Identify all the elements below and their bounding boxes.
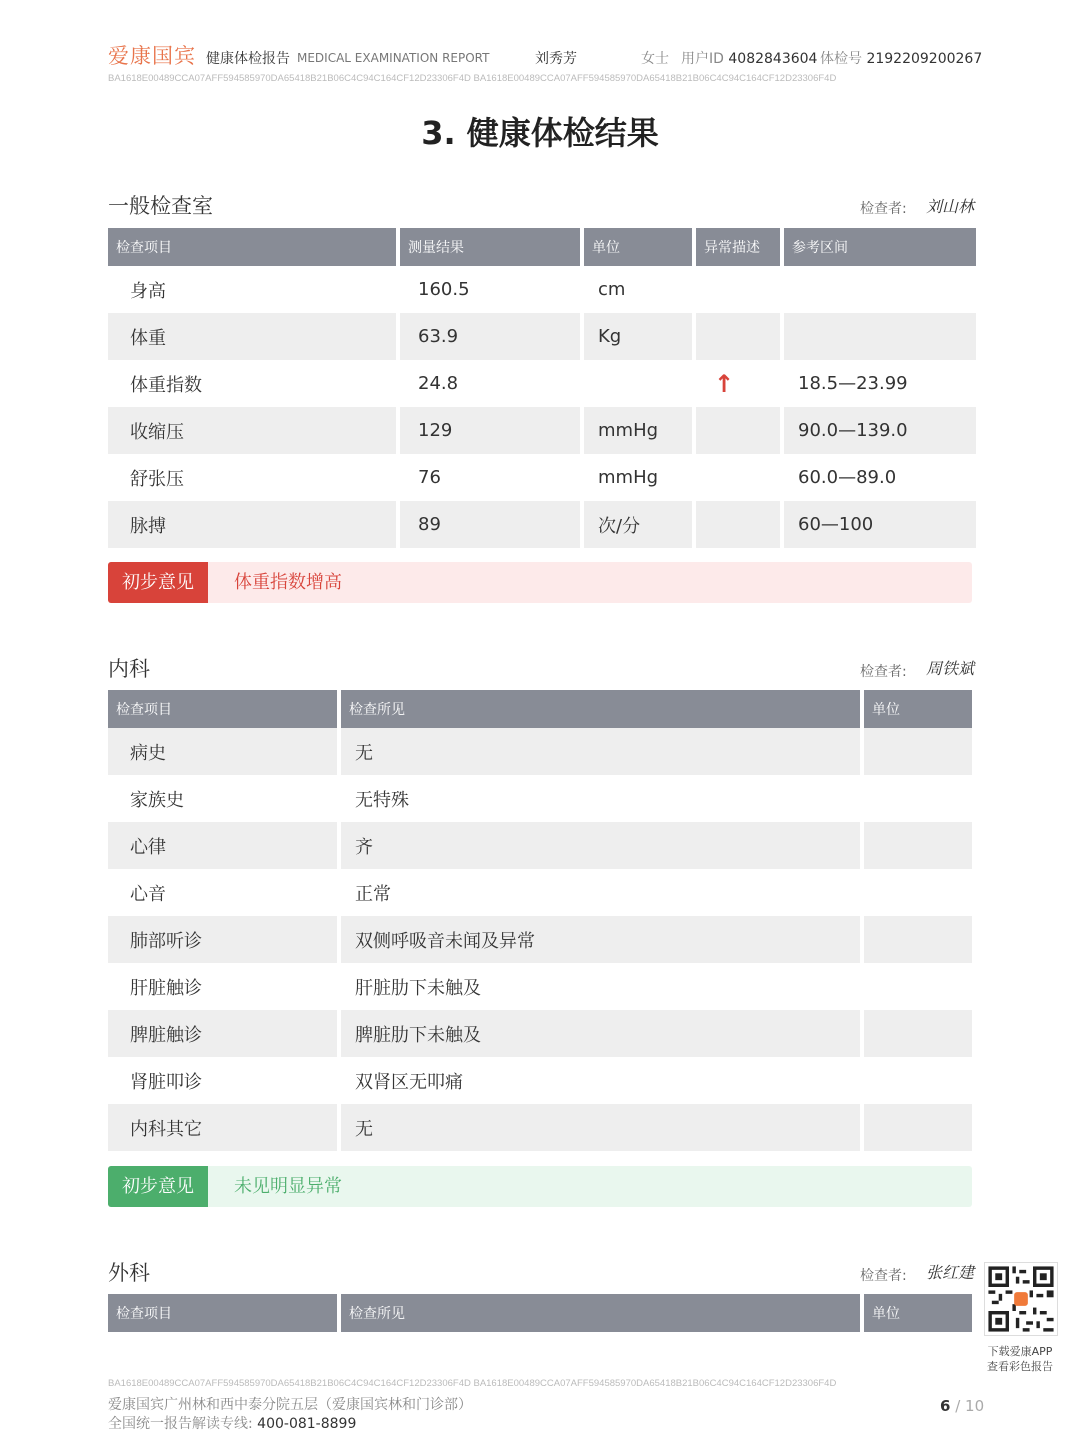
opinion-label: 初步意见 [108,562,208,603]
cell-result: 76 [418,467,441,488]
cell-item: 身高 [130,280,166,302]
table-row [108,407,976,454]
general-opinion-box [108,562,972,603]
surgery-exam-table [104,1294,976,1332]
cell-unit: cm [598,279,626,300]
cell-item: 脾脏触诊 [108,1010,337,1057]
hotline-number: 400-081-8899 [257,1416,357,1432]
cell-item: 肝脏触诊 [130,977,202,999]
general-exam-table [104,228,980,548]
patient-gender: 女士 [641,51,669,67]
cell-result: 89 [400,501,580,548]
cell-abnormal [696,501,780,548]
col-header-finding: 检查所见 [341,690,860,728]
col-header-result: 测量结果 [400,228,580,266]
table-row [108,360,976,407]
col-header-item: 检查项目 [108,690,337,728]
internal-exam-table [104,690,976,1151]
page-total: 10 [965,1397,985,1415]
qr-caption [978,1344,1062,1374]
cell-finding: 双肾区无叩痛 [355,1071,463,1093]
cell-item: 体重 [108,313,396,360]
cell-item: 病史 [108,728,337,775]
cell-unit [864,916,972,963]
col-header-finding: 检查所见 [341,1294,860,1332]
page-number [940,1397,984,1415]
footer-address: 爱康国宾广州林和西中泰分院五层（爱康国宾林和门诊部） [108,1397,472,1413]
exam-number [820,48,982,68]
cell-abnormal [696,266,780,313]
examiner-label: 检查者: [860,1268,907,1284]
table-row [108,313,976,360]
col-header-unit: 单位 [864,1294,972,1332]
examiner-signature: 刘山林 [926,197,975,216]
table-row [108,822,972,869]
cell-unit [864,963,972,1010]
table-row [108,1057,972,1104]
cell-result: 160.5 [418,279,470,300]
table-row [108,501,976,548]
cell-item: 内科其它 [108,1104,337,1151]
report-hash-footer: BA1618E00489CCA07AFF594585970DA65418B21B06C4C94C164CF12D23306F4D BA1618E00489CCA07AFF594585970DA65418B21B06C4C94C164CF12D23306F4D [108,1378,837,1389]
cell-item: 心音 [130,883,166,905]
cell-item: 家族史 [130,789,184,811]
cell-unit [864,728,972,775]
cell-ref: 18.5—23.99 [798,373,908,394]
table-row [108,728,972,775]
cell-unit [864,775,972,822]
col-header-item: 检查项目 [108,1294,337,1332]
exam-number-value: 2192209200267 [866,51,983,67]
cell-item: 肺部听诊 [108,916,337,963]
cell-unit: mmHg [598,467,659,488]
up-arrow-icon: ↑ [714,369,735,398]
examiner-signature: 周铁斌 [926,659,975,678]
page-title: 3. 健康体检结果 [421,114,659,152]
cell-unit [864,822,972,869]
cell-abnormal [696,313,780,360]
cell-abnormal [696,454,780,501]
cell-finding: 无 [341,1104,860,1151]
exam-number-label: 体检号 [820,51,862,67]
cell-unit [864,1010,972,1057]
table-row [108,266,976,313]
cell-ref: 60.0—89.0 [798,467,897,488]
cell-unit [864,869,972,916]
examiner-label: 检查者: [860,201,907,217]
report-title-en: MEDICAL EXAMINATION REPORT [297,51,490,65]
opinion-label: 初步意见 [108,1166,208,1207]
cell-finding: 肝脏肋下未触及 [355,977,481,999]
col-header-unit: 单位 [584,228,692,266]
col-header-item: 检查项目 [108,228,396,266]
table-row [108,1010,972,1057]
cell-unit: Kg [584,313,692,360]
hotline-label: 全国统一报告解读专线: [108,1416,253,1432]
qr-caption-line2: 查看彩色报告 [987,1360,1053,1373]
internal-opinion-box [108,1166,972,1207]
cell-ref: 60—100 [784,501,976,548]
user-id [681,48,817,68]
table-row [108,963,972,1010]
opinion-text: 未见明显异常 [234,1176,342,1197]
col-header-abnormal: 异常描述 [696,228,780,266]
cell-ref [784,266,976,313]
cell-item: 收缩压 [108,407,396,454]
col-header-ref: 参考区间 [784,228,976,266]
qr-code-icon [985,1263,1057,1335]
footer-hotline [108,1413,356,1433]
cell-finding: 正常 [355,883,391,905]
cell-abnormal [696,407,780,454]
cell-ref: 90.0—139.0 [784,407,976,454]
table-row [108,454,976,501]
report-title-cn: 健康体检报告 [206,51,290,67]
page-separator: / [950,1397,966,1415]
cell-finding: 无特殊 [355,789,409,811]
cell-unit: mmHg [584,407,692,454]
section-title-internal: 内科 [108,657,150,681]
table-row [108,775,972,822]
qr-code[interactable] [984,1262,1058,1336]
page-current: 6 [940,1397,951,1415]
cell-unit [584,360,692,407]
cell-unit [864,1057,972,1104]
cell-item: 体重指数 [130,374,202,396]
col-header-unit: 单位 [864,690,972,728]
cell-finding: 双侧呼吸音未闻及异常 [341,916,860,963]
table-row [108,916,972,963]
examiner-signature: 张红建 [926,1263,975,1282]
opinion-text: 体重指数增高 [234,572,342,593]
section-title-surgery: 外科 [108,1261,150,1285]
examiner-label: 检查者: [860,664,907,680]
report-hash: BA1618E00489CCA07AFF594585970DA65418B21B06C4C94C164CF12D23306F4D BA1618E00489CCA07AFF594585970DA65418B21B06C4C94C164CF12D23306F4D [108,73,837,84]
cell-unit: 次/分 [584,501,692,548]
table-row [108,1104,972,1151]
cell-item: 心律 [108,822,337,869]
user-id-value: 4082843604 [728,51,818,67]
cell-finding: 脾脏肋下未触及 [341,1010,860,1057]
brand-logo: 爱康国宾 [108,44,196,68]
cell-result: 24.8 [418,373,459,394]
cell-result: 129 [400,407,580,454]
cell-result: 63.9 [400,313,580,360]
qr-caption-line1: 下载爱康APP [987,1345,1053,1358]
cell-item: 脉搏 [108,501,396,548]
cell-item: 肾脏叩诊 [130,1071,202,1093]
patient-name: 刘秀芳 [535,51,577,67]
cell-unit [864,1104,972,1151]
user-id-label: 用户ID [681,51,724,67]
cell-finding: 无 [341,728,860,775]
table-row [108,869,972,916]
cell-finding: 齐 [341,822,860,869]
cell-item: 舒张压 [130,468,184,490]
cell-ref [784,313,976,360]
section-title-general: 一般检查室 [108,194,213,218]
